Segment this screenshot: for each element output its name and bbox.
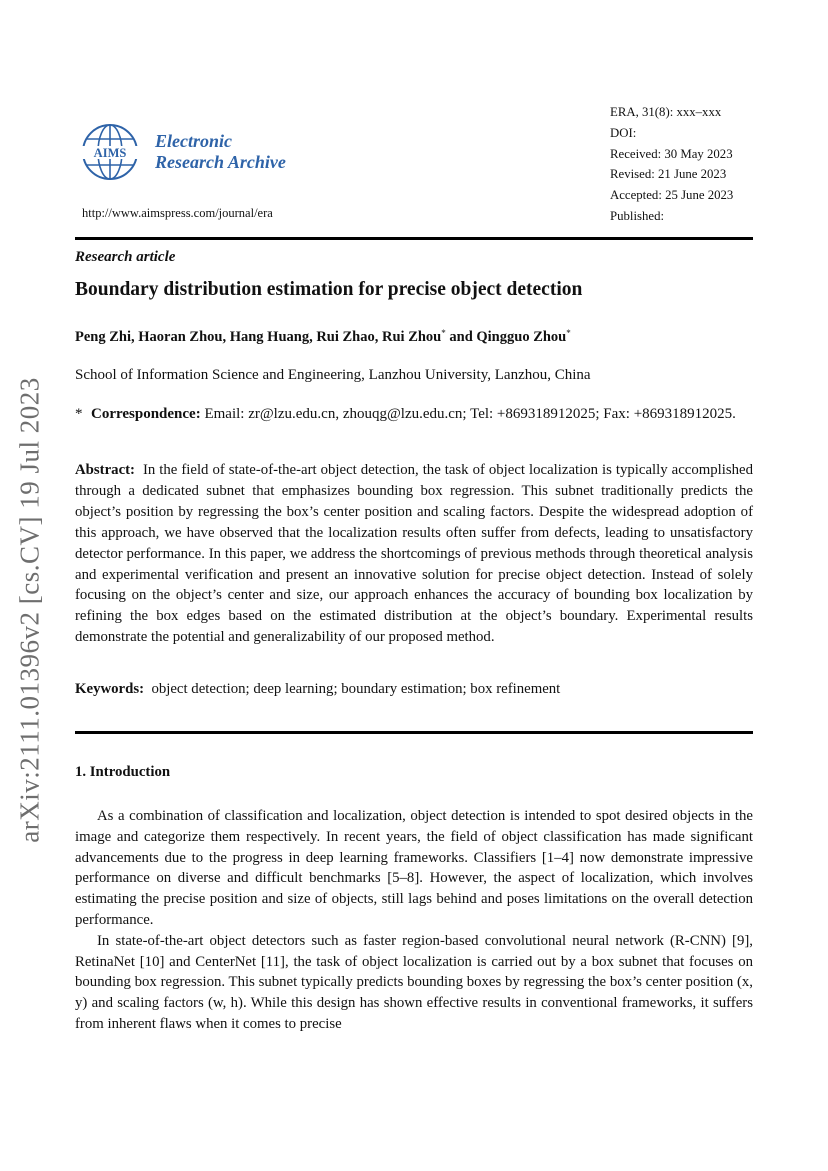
keywords <box>75 681 560 698</box>
journal-url-link[interactable]: http://www.aimspress.com/journal/era <box>82 206 273 220</box>
header-divider <box>75 237 753 240</box>
keywords-label: Keywords: <box>75 681 145 697</box>
arxiv-identifier: arXiv:2111.01396v2 [cs.CV] 19 Jul 2023 <box>14 377 45 843</box>
doi: DOI: <box>610 125 637 140</box>
journal-name <box>155 131 286 173</box>
body-paragraph: As a combination of classification and localization, object detection is intended to spot desired objects in the image and categorize them respectively. In recent years, the field of object classification has made significant advancements due to the progress in deep learning frameworks. Classifiers [1–4] now demonstrate impressive performance on diverse and difficult benchmarks [5–8]. However, the aspect of localization, which involves estimating the precise position and size of objects, still lags behind and poses limitations on the overall detection performance. <box>75 808 753 928</box>
section-divider <box>75 731 753 734</box>
affiliation: School of Information Science and Engineering, Lanzhou University, Lanzhou, China <box>75 367 591 383</box>
correspondence-label: Correspondence: <box>91 406 201 422</box>
received-date: Received: 30 May 2023 <box>610 146 733 161</box>
article-type: Research article <box>75 249 176 265</box>
paper-title: Boundary distribution estimation for precise object detection <box>75 279 583 300</box>
keywords-text: object detection; deep learning; boundary estimation; box refinement <box>151 681 561 697</box>
article-meta <box>610 102 733 227</box>
aims-globe-icon <box>80 122 140 182</box>
abstract-label: Abstract: <box>75 462 135 478</box>
correspondence <box>75 404 755 425</box>
author-last: and Qingguo Zhou <box>445 329 567 345</box>
corresponding-mark: * <box>566 328 571 338</box>
logo-text: AIMS <box>93 146 127 160</box>
arxiv-side-stamp <box>10 370 50 850</box>
accepted-date: Accepted: 25 June 2023 <box>610 188 734 203</box>
abstract <box>75 460 753 648</box>
abstract-text: In the field of state-of-the-art object detection, the task of object localization is typically accomplished through a dedicated subnet that emphasizes bounding box regression. This subnet traditionally predicts the object’s position by regressing the box’s center position and scaling factors. Despite the widespread adoption of this approach, we have observed that the localization results often suffer from defects, leading to unsatisfactory detector performance. In this paper, we address the shortcomings of previous methods through theoretical analysis and experimental verification and present an innovative solution for precise object detection. Instead of solely focusing on the object’s center and size, our approach enhances the accuracy of bounding box localization by refining the box edges based on the estimated distribution at the object’s boundary. Experimental results demonstrate the potential and generalizability of our proposed method. <box>75 462 753 646</box>
body-paragraph: In state-of-the-art object detectors such as faster region-based convolutional neural network (R-CNN) [9], RetinaNet [10] and CenterNet [11], the task of object localization is carried out by a box subnet that focuses on bounding box regression. This subnet typically predicts bounding boxes by regressing the box’s center position (x, y) and scaling factors (w, h). While this design has shown effective results in conventional frameworks, it suffers from inherent flaws when it comes to precise <box>75 932 753 1032</box>
published-date: Published: <box>610 208 665 223</box>
revised-date: Revised: 21 June 2023 <box>610 167 727 182</box>
section-heading: 1. Introduction <box>75 764 171 780</box>
correspondence-text: Email: zr@lzu.edu.cn, zhouqg@lzu.edu.cn; Tel: +869318912025; Fax: +869318912025. <box>200 406 736 422</box>
citation: ERA, 31(8): xxx–xxx <box>610 105 722 119</box>
correspondence-star: * <box>75 406 83 422</box>
journal-name-line1: Electronic <box>155 131 232 151</box>
author-list <box>75 328 571 346</box>
section-body <box>75 806 753 1035</box>
author-names: Peng Zhi, Haoran Zhou, Hang Huang, Rui Zhao, Rui Zhou <box>75 329 442 345</box>
corresponding-mark: * <box>441 328 446 338</box>
journal-name-line2: Research Archive <box>155 152 286 172</box>
